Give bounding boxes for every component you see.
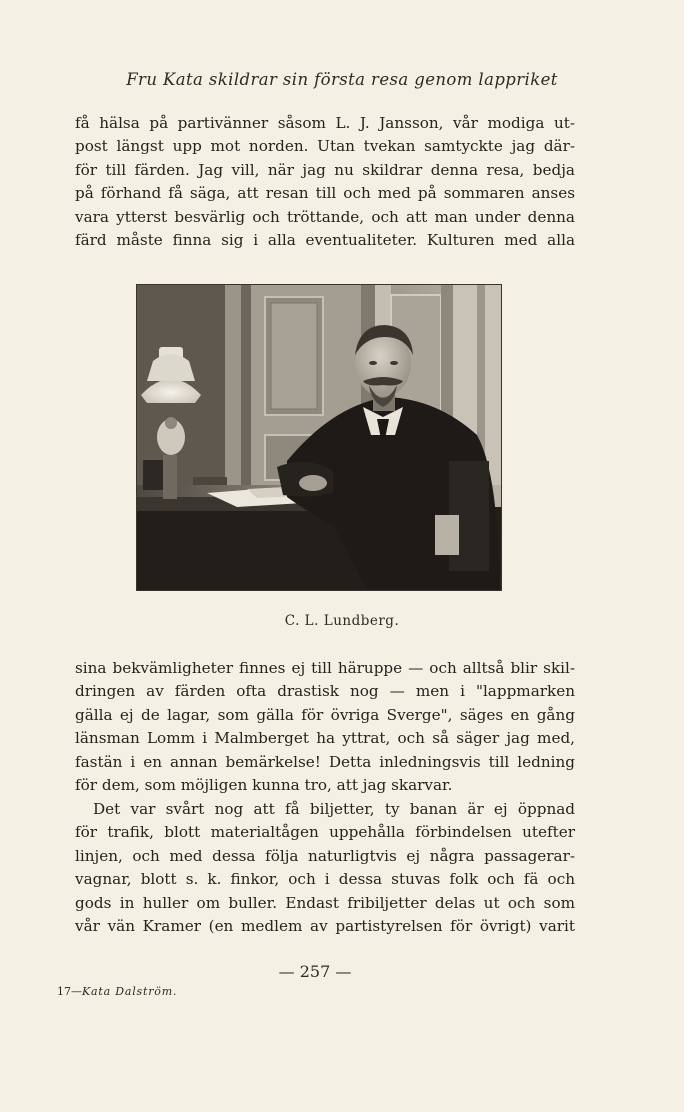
text-line: dringen av färden ofta drastisk nog — men i "lappmarken [75, 682, 575, 701]
text-line: på förhand få säga, att resan till och med på sommaren anses [75, 184, 575, 203]
text-line: gods in huller om buller. Endast fribiljetter delas ut och som [75, 893, 575, 912]
text-line: fastän i en annan bemärkelse! Detta inledningsvis till ledning [75, 752, 575, 771]
text-line: vår vän Kramer (en medlem av partistyrelsen för övrigt) varit [75, 917, 575, 936]
printer-signature [57, 985, 177, 998]
text-line: Det var svårt nog att få biljetter, ty banan är ej öppnad [93, 800, 575, 818]
signature-number: 17— [57, 985, 82, 998]
photo-caption: C. L. Lundberg. [284, 613, 400, 629]
portrait-photograph [136, 284, 502, 591]
signature-name: Kata Dalström. [82, 985, 178, 998]
text-line: linjen, och med dessa följa naturligtvis ej några passagerar- [75, 846, 575, 865]
text-line: post längst upp mot norden. Utan tvekan samtyckte jag där- [75, 137, 575, 156]
text-line: länsman Lomm i Malmberget ha yttrat, och så säger jag med, [75, 729, 575, 748]
paragraph-3 [75, 798, 575, 938]
text-line: få hälsa på partivänner såsom L. J. Jansson, vår modiga ut- [75, 114, 575, 132]
running-head: Fru Kata skildrar sin första resa genom lappriket [126, 70, 558, 89]
text-line: vagnar, blott s. k. finkor, och i dessa stuvas folk och fä och [75, 870, 575, 889]
text-line: gälla ej de lagar, som gälla för övriga Sverge", säges en gång [75, 705, 575, 724]
paragraph-2 [75, 657, 575, 797]
paragraph-1 [75, 112, 575, 252]
text-line: för dem, som möjligen kunna tro, att jag skarvar. [75, 776, 453, 795]
text-line: färd måste finna sig i alla eventualiteter. Kulturen med alla [75, 231, 575, 250]
text-line: för trafik, blott materialtågen uppehålla förbindelsen utefter [75, 823, 575, 842]
text-line: sina bekvämligheter finnes ej till häruppe — och alltså blir skil- [75, 659, 575, 677]
text-line: vara ytterst besvärlig och tröttande, och att man under denna [75, 207, 575, 226]
page-number: — 257 — [278, 962, 352, 981]
text-line: för till färden. Jag vill, när jag nu skildrar denna resa, bedja [75, 160, 575, 179]
